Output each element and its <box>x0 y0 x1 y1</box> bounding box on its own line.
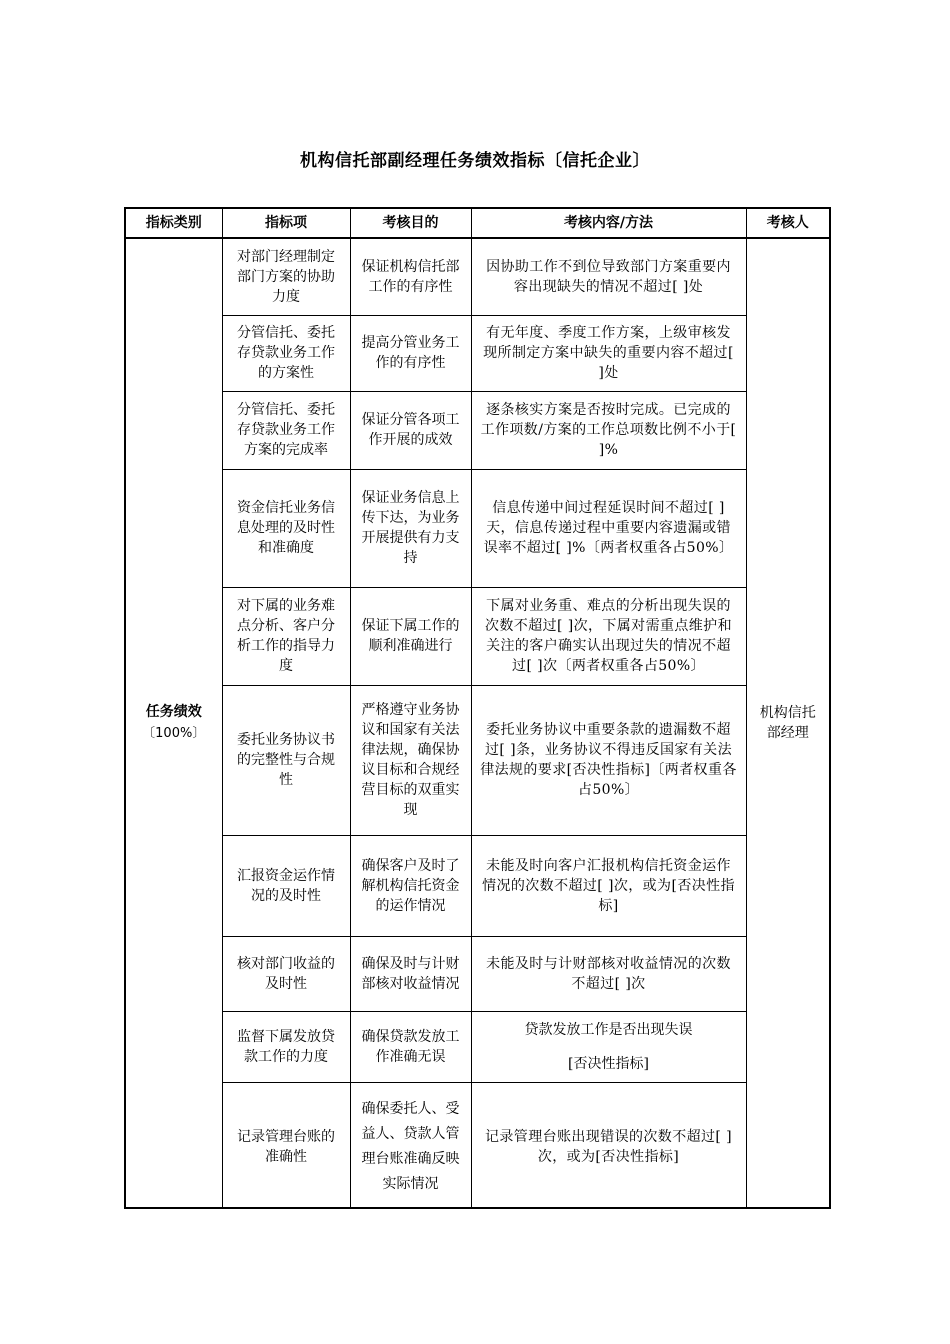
header-item: 指标项 <box>222 208 350 238</box>
header-reviewer: 考核人 <box>746 208 830 238</box>
category-weight: 〔100%〕 <box>142 726 206 741</box>
header-purpose: 考核目的 <box>350 208 471 238</box>
purpose-cell: 确保委托人、受益人、贷款人管理台账准确反映实际情况 <box>350 1082 471 1208</box>
item-cell: 分管信托、委托存贷款业务工作的方案性 <box>222 315 350 391</box>
purpose-cell: 确保贷款发放工作准确无误 <box>350 1011 471 1082</box>
item-cell: 核对部门收益的及时性 <box>222 936 350 1011</box>
purpose-cell: 确保客户及时了解机构信托资金的运作情况 <box>350 835 471 936</box>
purpose-cell: 严格遵守业务协议和国家有关法律法规，确保协议目标和合规经营目标的双重实现 <box>350 685 471 835</box>
table-header-row <box>125 208 830 238</box>
content-cell: 记录管理台账出现错误的次数不超过[ ]次，或为[否决性指标] <box>471 1082 746 1208</box>
reviewer-cell: 机构信托部经理 <box>746 238 830 1208</box>
table-row <box>125 1011 830 1082</box>
content-cell: 因协助工作不到位导致部门方案重要内容出现缺失的情况不超过[ ]处 <box>471 238 746 315</box>
table-row <box>125 469 830 587</box>
table-row <box>125 587 830 685</box>
content-cell <box>471 1011 746 1082</box>
content-cell: 逐条核实方案是否按时完成。已完成的工作项数/方案的工作总项数比例不小于[ ]% <box>471 391 746 469</box>
content-note: [否决性指标] <box>568 1055 649 1072</box>
purpose-cell: 确保及时与计财部核对收益情况 <box>350 936 471 1011</box>
table-row <box>125 1082 830 1208</box>
purpose-cell: 保证机构信托部工作的有序性 <box>350 238 471 315</box>
table-row <box>125 685 830 835</box>
content-cell: 未能及时向客户汇报机构信托资金运作情况的次数不超过[ ]次，或为[否决性指标] <box>471 835 746 936</box>
item-cell: 汇报资金运作情况的及时性 <box>222 835 350 936</box>
category-cell <box>125 238 222 1208</box>
document-title: 机构信托部副经理任务绩效指标〔信托企业〕 <box>300 151 650 171</box>
purpose-cell: 提高分管业务工作的有序性 <box>350 315 471 391</box>
item-cell: 资金信托业务信息处理的及时性和准确度 <box>222 469 350 587</box>
table-row <box>125 238 830 315</box>
purpose-cell: 保证下属工作的顺利准确进行 <box>350 587 471 685</box>
item-cell: 分管信托、委托存贷款业务工作方案的完成率 <box>222 391 350 469</box>
table-row <box>125 936 830 1011</box>
item-cell: 对部门经理制定部门方案的协助力度 <box>222 238 350 315</box>
content-cell: 委托业务协议中重要条款的遗漏数不超过[ ]条，业务协议不得违反国家有关法律法规的要求[否决性指标]〔两者权重各占50%〕 <box>471 685 746 835</box>
purpose-cell: 保证业务信息上传下达，为业务开展提供有力支持 <box>350 469 471 587</box>
item-cell: 对下属的业务难点分析、客户分析工作的指导力度 <box>222 587 350 685</box>
item-cell: 委托业务协议书的完整性与合规性 <box>222 685 350 835</box>
table-row <box>125 835 830 936</box>
category-name: 任务绩效 <box>145 704 202 720</box>
item-cell: 记录管理台账的准确性 <box>222 1082 350 1208</box>
table-row <box>125 315 830 391</box>
content-cell: 下属对业务重、难点的分析出现失误的次数不超过[ ]次，下属对需重点维护和关注的客户确实认出现过失的情况不超过[ ]次〔两者权重各占50%〕 <box>471 587 746 685</box>
table-row <box>125 391 830 469</box>
header-category: 指标类别 <box>125 208 222 238</box>
content-cell: 未能及时与计财部核对收益情况的次数不超过[ ]次 <box>471 936 746 1011</box>
content-cell: 信息传递中间过程延误时间不超过[ ]天，信息传递过程中重要内容遗漏或错误率不超过[ ]%〔两者权重各占50%〕 <box>471 469 746 587</box>
header-content: 考核内容/方法 <box>471 208 746 238</box>
purpose-cell: 保证分管各项工作开展的成效 <box>350 391 471 469</box>
kpi-table <box>124 207 831 1209</box>
content-cell: 有无年度、季度工作方案，上级审核发现所制定方案中缺失的重要内容不超过[ ]处 <box>471 315 746 391</box>
content-text: 贷款发放工作是否出现失误 <box>524 1021 693 1038</box>
item-cell: 监督下属发放贷款工作的力度 <box>222 1011 350 1082</box>
